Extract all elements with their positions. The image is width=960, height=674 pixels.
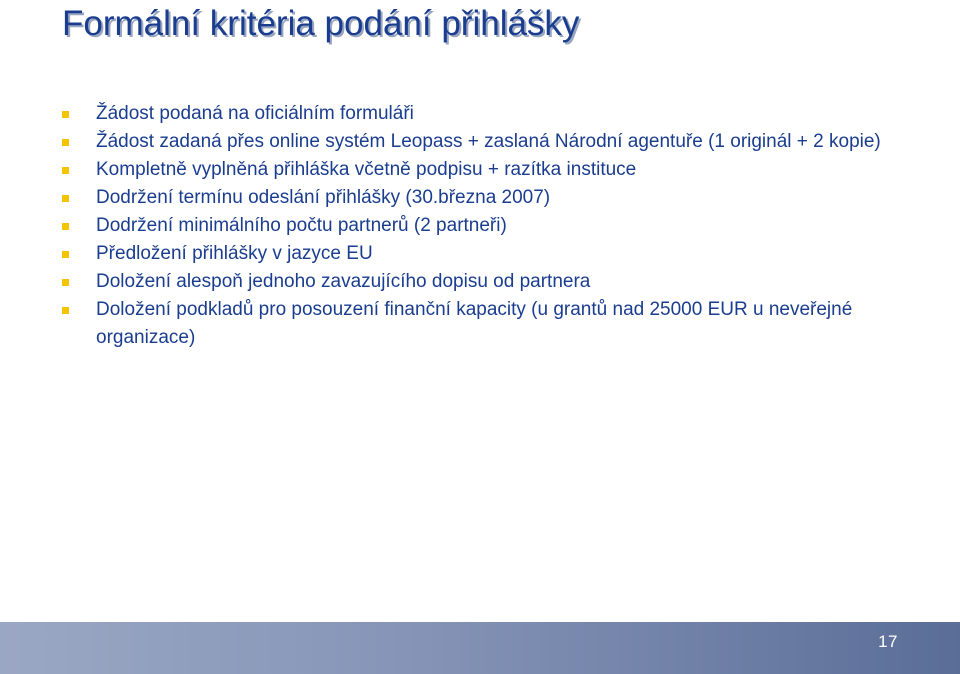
- square-bullet-icon: [62, 251, 69, 258]
- list-item: [62, 156, 892, 184]
- list-item: [62, 240, 892, 268]
- bullet-text: Doložení podkladů pro posouzení finanční kapacity (u grantů nad 25000 EUR u neveřejné organizace): [96, 299, 853, 348]
- bullet-text: Žádost podaná na oficiálním formuláři: [96, 103, 414, 124]
- square-bullet-icon: [62, 279, 69, 286]
- list-item: [62, 296, 892, 352]
- bullet-text: Doložení alespoň jednoho zavazujícího dopisu od partnera: [96, 271, 591, 292]
- bullet-text: Dodržení minimálního počtu partnerů (2 partneři): [96, 215, 507, 236]
- square-bullet-icon: [62, 167, 69, 174]
- list-item: [62, 100, 892, 128]
- bullet-text: Dodržení termínu odeslání přihlášky (30.března 2007): [96, 187, 551, 208]
- footer-bar: [0, 622, 960, 674]
- bullet-text: Předložení přihlášky v jazyce EU: [96, 243, 373, 264]
- square-bullet-icon: [62, 223, 69, 230]
- slide-title: Formální kritéria podání přihlášky: [62, 4, 580, 43]
- square-bullet-icon: [62, 307, 69, 314]
- list-item: [62, 184, 892, 212]
- bullet-text: Žádost zadaná přes online systém Leopass + zaslaná Národní agentuře (1 originál + 2 kopie): [96, 131, 881, 152]
- list-item: [62, 268, 892, 296]
- page-number: 17: [878, 632, 898, 651]
- square-bullet-icon: [62, 195, 69, 202]
- square-bullet-icon: [62, 111, 69, 118]
- list-item: [62, 128, 892, 156]
- list-item: [62, 212, 892, 240]
- bullet-text: Kompletně vyplněná přihláška včetně podpisu + razítka instituce: [96, 159, 637, 180]
- bullet-list: [62, 100, 892, 352]
- square-bullet-icon: [62, 139, 69, 146]
